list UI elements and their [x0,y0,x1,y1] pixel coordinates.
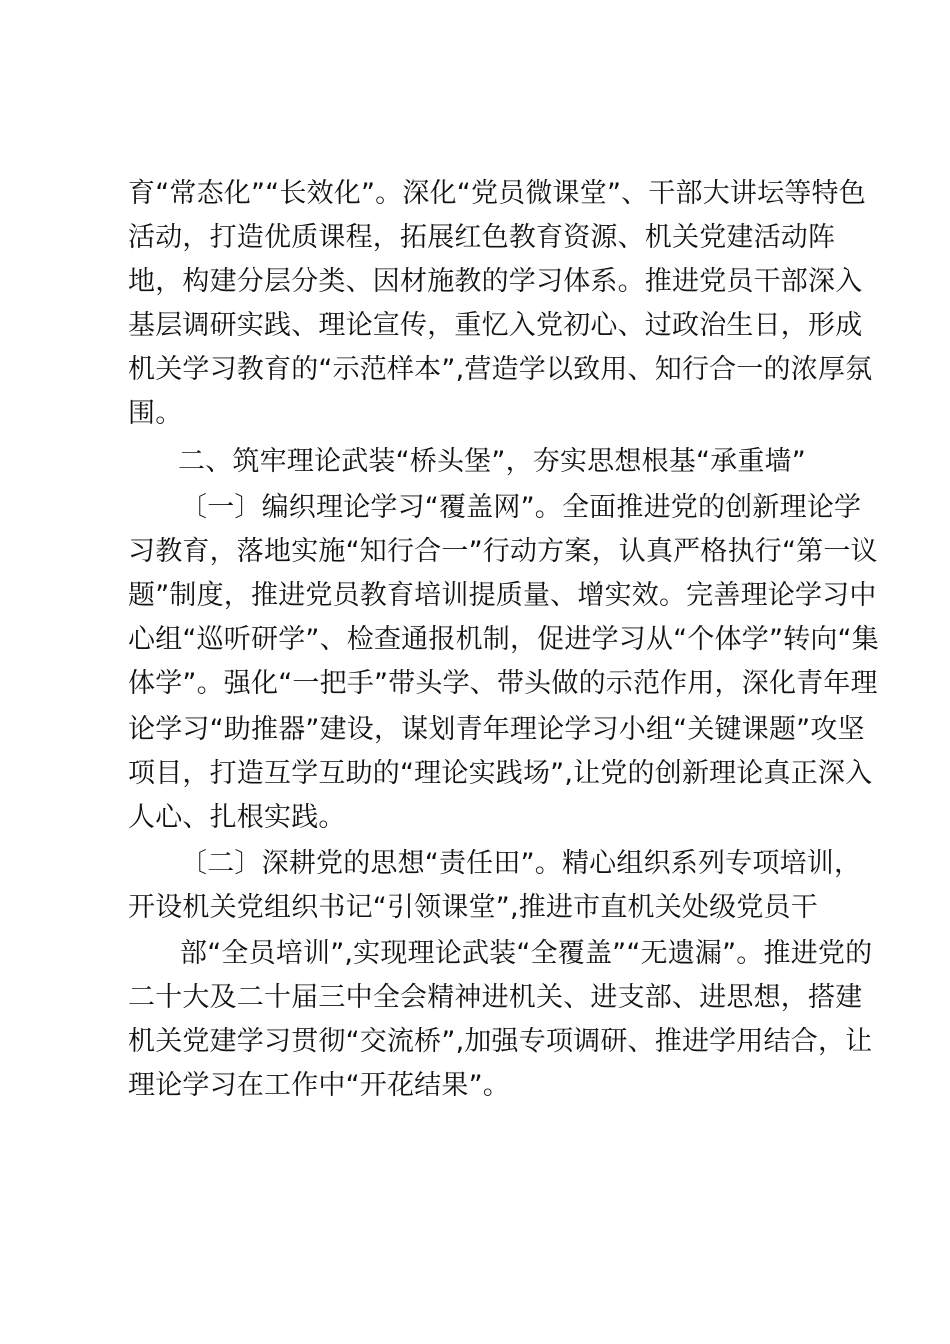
text-line: 心组“巡听研学”、检查通报机制，促进学习从“个体学”转向“集 [128,624,879,655]
text-line: 习教育，落地实施“知行合一”行动方案，认真严格执行“第一议 [128,536,878,567]
text-line: 项目，打造互学互助的“理论实践场”,让党的创新理论真正深入 [128,758,873,789]
text-line: 开设机关党组织书记“引领课堂”,推进市直机关处级党员干 [128,892,818,923]
text-line: 论学习“助推器”建设，谋划青年理论学习小组“关键课题”攻坚 [128,714,865,745]
text-line: 基层调研实践、理论宣传，重忆入党初心、过政治生日，形成 [128,310,863,341]
text-line: 理论学习在工作中“开花结果”。 [128,1070,510,1101]
text-line: 活动，打造优质课程，拓展红色教育资源、机关党建活动阵 [128,222,836,253]
section-heading: 二、筑牢理论武装“桥头堡”，夯实思想根基“承重墙” [178,446,806,477]
text-line: 人心、扎根实践。 [128,802,346,833]
text-line: 育“常态化”“长效化”。深化“党员微课堂”、干部大讲坛等特色 [128,178,866,209]
text-line: 二十大及二十届三中全会精神进机关、进支部、进思想，搭建 [128,982,863,1013]
text-line: 题”制度，推进党员教育培训提质量、增实效。完善理论学习中 [128,580,877,611]
subsection-heading: 〔一〕编织理论学习“覆盖网”。全面推进党的创新理论学 [180,492,862,523]
text-line: 地，构建分层分类、因材施教的学习体系。推进党员干部深入 [128,266,863,297]
subsection-heading: 〔二〕深耕党的思想“责任田”。精心组织系列专项培训， [180,848,862,879]
text-line: 体学”。强化“一把手”带头学、带头做的示范作用，深化青年理 [128,668,878,699]
text-line: 机关党建学习贯彻“交流桥”,加强专项调研、推进学用结合，让 [128,1026,873,1057]
text-line: 部“全员培训”,实现理论武装“全覆盖”“无遗漏”。推进党的 [180,938,873,969]
text-line: 机关学习教育的“示范样本”,营造学以致用、知行合一的浓厚氛 [128,354,873,385]
text-line: 围。 [128,398,183,429]
